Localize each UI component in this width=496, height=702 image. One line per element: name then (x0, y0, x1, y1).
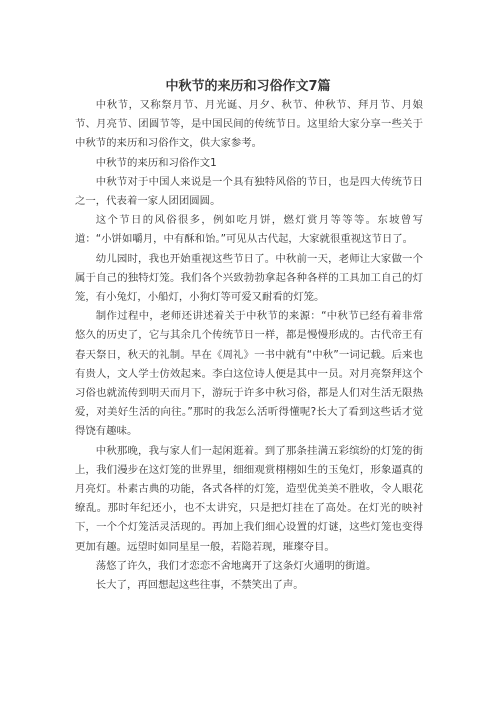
body-paragraph: 荡悠了许久，我们才恋恋不舍地离开了这条灯火通明的街道。 (95, 559, 377, 572)
body-paragraph: 制作过程中，老师还讲述着关于中秋节的来源：“中秋节已经有着非常悠久的历史了，它与其余几个传统节日一样，都是慢慢形成的。古代帝王有春天祭日，秋天的礼制。早在《周礼》一书中就有“中秋”一词记载。后来也有贵人，文人学士仿效起来。李白这位诗人便是其中一员。对月亮祭拜这个习俗也就流传到明天而月下，游玩于许多中秋习俗，都是人们对生活无限热爱，对美好生活的向往。”那时的我怎么活听得懂呢?长大了看到这些话才觉得饶有趣味。 (75, 310, 423, 438)
document-title: 中秋节的来历和习俗作文7篇 (165, 79, 331, 94)
intro-paragraph: 中秋节，又称祭月节、月光诞、月夕、秋节、仲秋节、拜月节、月娘节、月亮节、团圆节等，是中国民间的传统节日。这里给大家分享一些关于中秋节的来历和习俗作文，供大家参考。 (75, 99, 423, 150)
essay-heading: 中秋节的来历和习俗作文1 (95, 156, 217, 169)
document-body (75, 96, 423, 595)
body-paragraph: 幼儿园时，我也开始重视这些节日了。中秋前一天，老师让大家做一个属于自己的独特灯笼。我们各个兴致勃勃拿起各种各样的工具加工自己的灯笼，有小兔灯，小船灯，小狗灯等可爱又耐看的灯笼。 (75, 252, 423, 304)
body-paragraph: 中秋那晚，我与家人们一起闲逛着。到了那条挂满五彩缤纷的灯笼的街上，我们漫步在这灯笼的世界里，细细观赏栩栩如生的玉兔灯，形象逼真的月亮灯。朴素古典的功能，各式各样的灯笼，造型优美美不胜收，令人眼花缭乱。那时年纪还小，也不太讲究，只是把灯挂在了高处。在灯光的映衬下，一个个灯笼活灵活现的。再加上我们细心设置的灯谜，这些灯笼也变得更加有趣。远望时如同星星一般，若隐若现，璀璨夺目。 (75, 444, 423, 553)
body-paragraph: 长大了，再回想起这些往事，不禁笑出了声。 (95, 579, 304, 592)
body-paragraph: 中秋节对于中国人来说是一个具有独特风俗的节日，也是四大传统节日之一，代表着一家人团团圆圆。 (75, 175, 423, 208)
body-paragraph: 这个节日的风俗很多，例如吃月饼，燃灯赏月等等等。东坡曾写道：“小饼如嚼月，中有酥和饴。”可见从古代起，大家就很重视这节日了。 (75, 214, 423, 246)
